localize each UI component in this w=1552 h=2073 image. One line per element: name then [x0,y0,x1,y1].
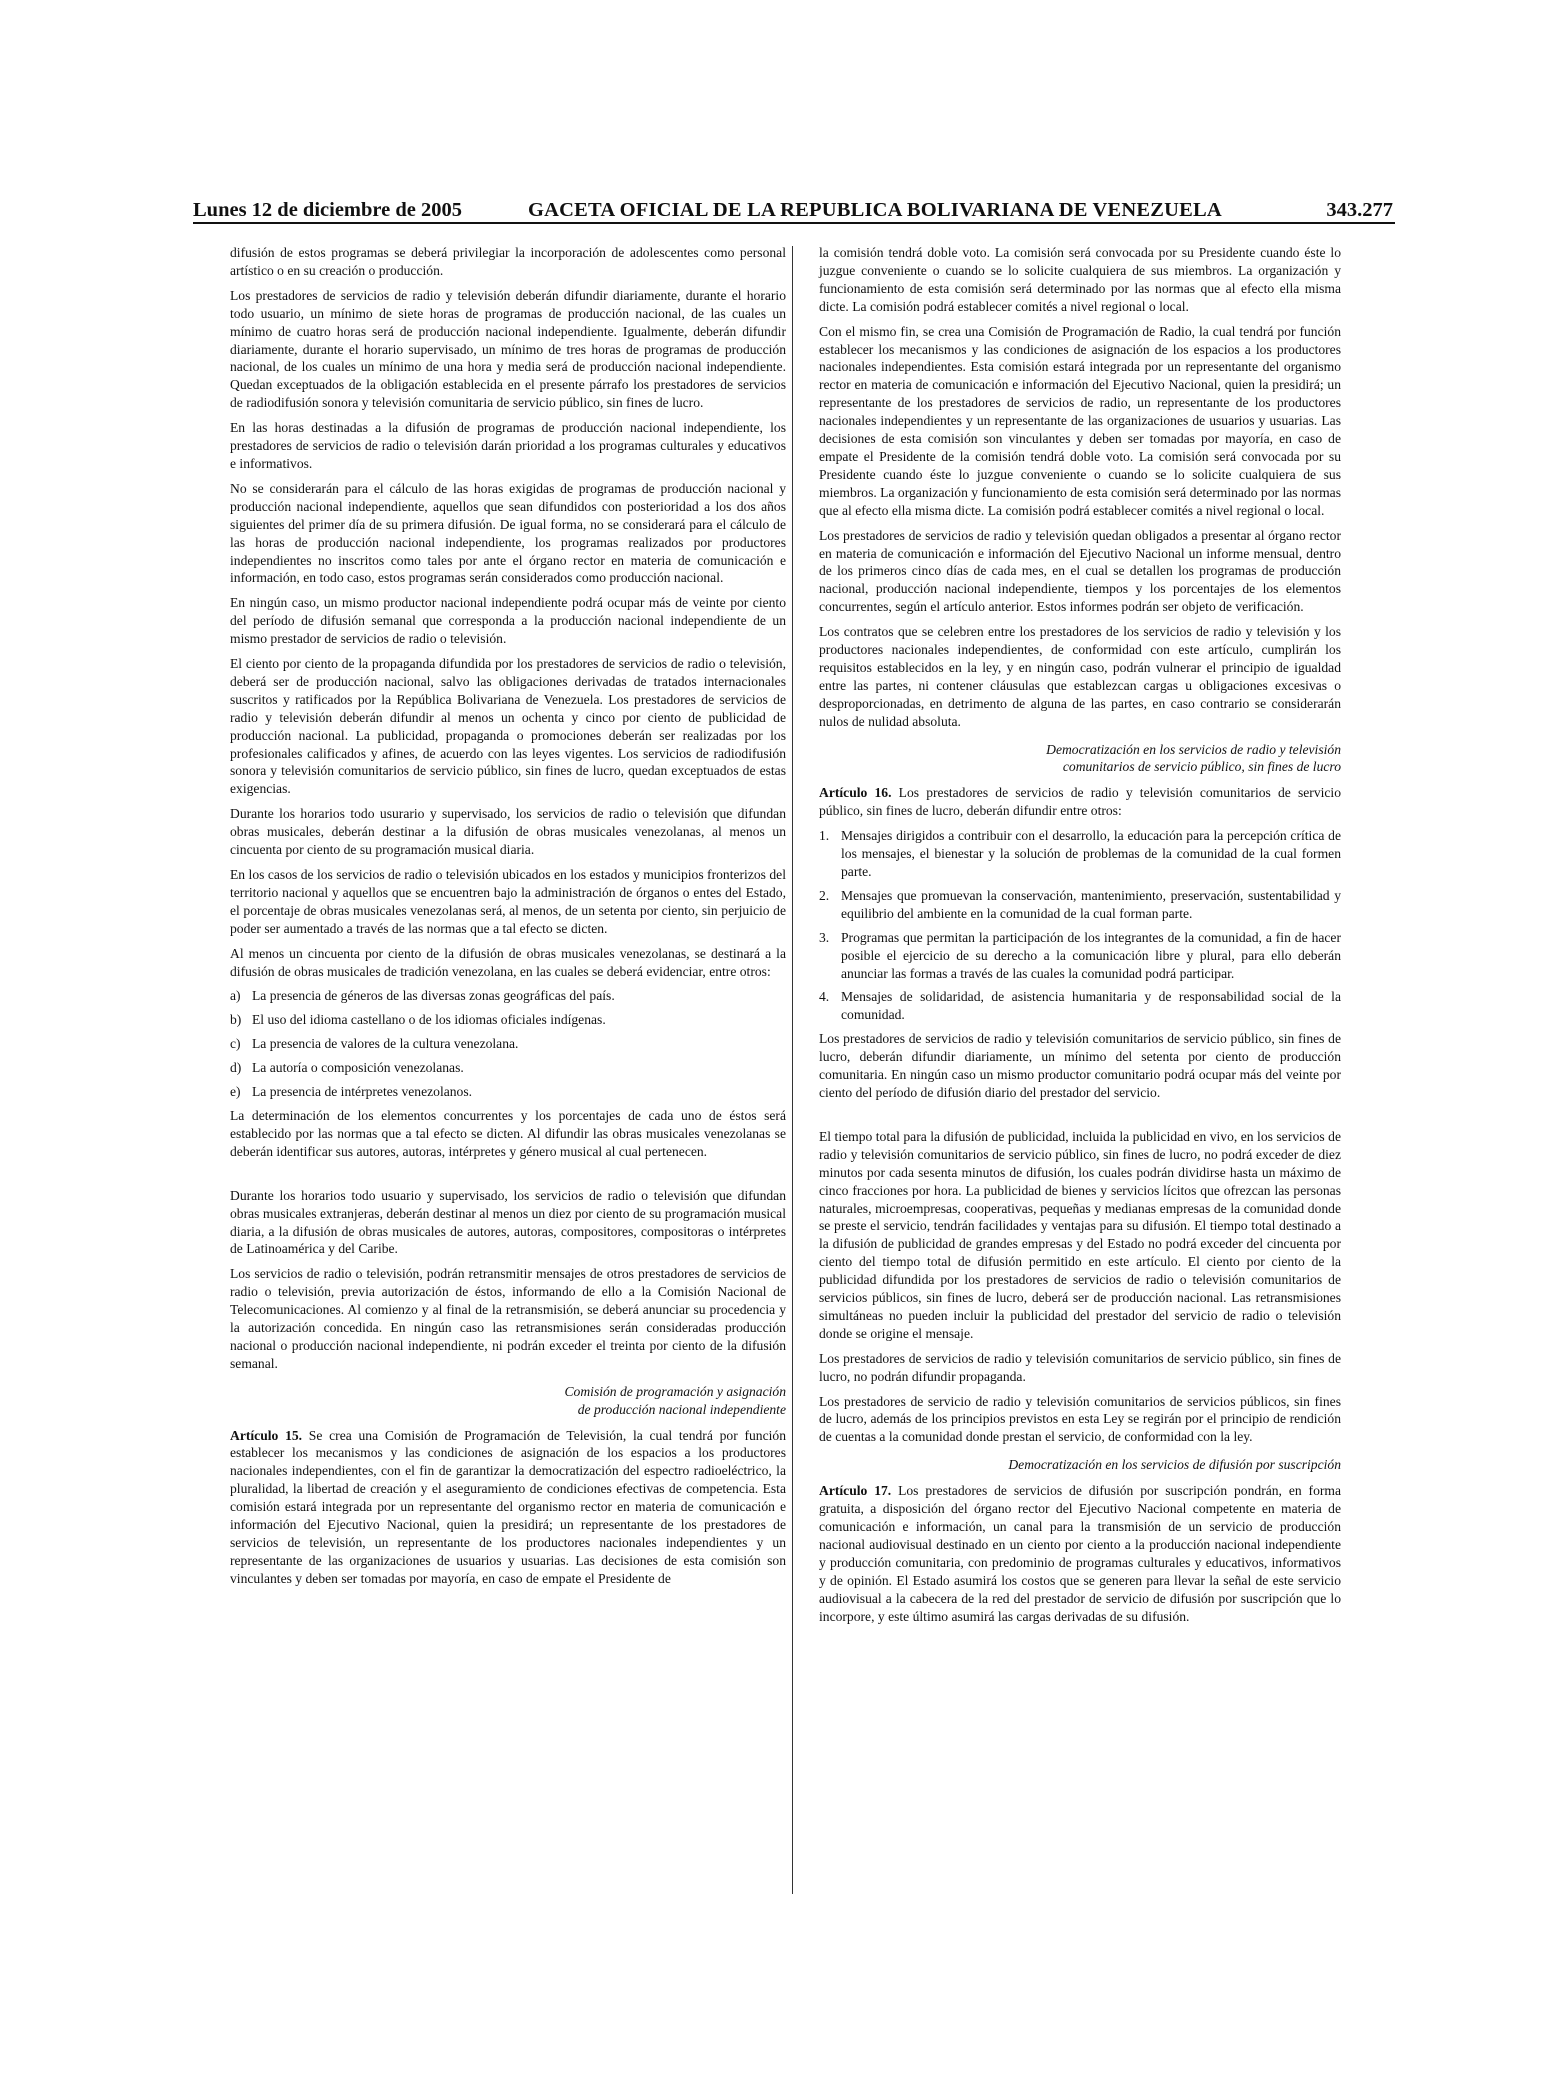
list-marker: c) [230,1036,241,1052]
right-column [819,244,1341,1632]
list-item [819,887,1341,923]
list-item [230,987,786,1005]
paragraph: El ciento por ciento de la propaganda difundida por los prestadores de servicios de radio o televisión, deberá ser de producción nacional, salvo las obligaciones derivadas de tratados internacionales suscritos y ratificados por la República Bolivariana de Venezuela. Los prestadores de servicios de radio y televisión deberán difundir al menos un ochenta y cinco por ciento de publicidad de producción nacional. La publicidad, propaganda o promociones deberán ser realizadas por los profesionales calificados y afines, de acuerdo con las leyes vigentes. Los servicios de radiodifusión sonora y televisión comunitarios de servicio público, sin fines de lucro, quedan exceptuados de estas exigencias. [230,656,786,797]
list-item [230,1059,786,1077]
list-marker: 4. [819,989,830,1005]
paragraph: difusión de estos programas se deberá privilegiar la incorporación de adolescentes como personal artístico o en su creación o producción. [230,245,786,278]
paragraph: En las horas destinadas a la difusión de programas de producción nacional independiente, los prestadores de servicios de radio o televisión darán prioridad a los programas culturales y educativos e informativos. [230,420,786,471]
article-text: Se crea una Comisión de Programación de Televisión, la cual tendrá por función establecer los mecanismos y las condiciones de asignación de los espacios a los productores nacionales independientes, con el fin de garantizar la democratización del espectro radioeléctrico, la pluralidad, la libertad de creación y el aseguramiento de condiciones efectivas de competencia. Esta comisión estará integrada por un representante del organismo rector en materia de comunicación e información del Ejecutivo Nacional, quien la presidirá; un representante de los prestadores de servicios de televisión, un representante de los productores nacionales independientes y un representante de las organizaciones de usuarios y usuarias. Las decisiones de esta comisión son vinculantes y deben ser tomadas por mayoría, en caso de empate el Presidente de [230,1427,786,1586]
paragraph: El tiempo total para la difusión de publicidad, incluida la publicidad en vivo, en los servicios de radio y televisión comunitarios de servicio público, sin fines de lucro, no podrá exceder de diez minutos por cada sesenta minutos de difusión, los cuales podrán dividirse hasta un máximo de cinco fracciones por hora. La publicidad de bienes y servicios lícitos que ofrezcan las personas naturales, microempresas, cooperativas, pequeñas y medianas empresas de la comunidad donde se preste el servicio, tendrán facilidades y ventajas para su difusión. El tiempo total destinado a la difusión de publicidad de grandes empresas y del Estado no podrá exceder del cincuenta por ciento del tiempo total de difusión permitido en este artículo. El ciento por ciento de la publicidad difundida por los prestadores de servicios de radio o televisión comunitarios de servicios públicos, sin fines de lucro, deberá ser de producción nacional. Las retransmisiones simultáneas no pueden incluir la publicidad del prestador del servicio de radio o televisión donde se origine el mensaje. [819,1128,1341,1341]
list-marker: b) [230,1012,242,1028]
list-item-text: La presencia de intérpretes venezolanos. [252,1084,473,1100]
article-label: Artículo 16. [819,785,892,801]
paragraph: No se considerarán para el cálculo de las horas exigidas de programas de producción nacional y producción nacional independiente, aquellos que sean difundidos con posterioridad a los dos años siguientes del primer día de su primera difusión. De igual forma, no se considerará para el cálculo de las horas de producción nacional independiente, los programas realizados por productores independientes no inscritos como tales por ante el órgano rector en materia de comunicación e información, en todo caso, estos programas serán considerados como producción nacional. [230,480,786,586]
paragraph: En los casos de los servicios de radio o televisión ubicados en los estados y municipios fronterizos del territorio nacional y aquellos que se encuentren bajo la administración de órganos o entes del Estado, el porcentaje de obras musicales venezolanas será, al menos, de un setenta por ciento, sin perjuicio de poder ser aumentado a través de las normas que a tal efecto se dicten. [230,867,786,936]
paragraph: la comisión tendrá doble voto. La comisión será convocada por su Presidente cuando éste lo juzgue conveniente o cuando se lo solicite cualquiera de sus miembros. La organización y funcionamiento de esta comisión será determinado por las normas que al efecto ella misma dicte. La comisión podrá establecer comités a nivel regional o local. [819,245,1341,314]
list-marker: 2. [819,887,830,903]
paragraph: Durante los horarios todo usuario y supervisado, los servicios de radio o televisión que difundan obras musicales extranjeras, deberán destinar al menos un diez por ciento de su programación musical diaria, a la difusión de obras musicales de autores, autoras, compositores, compositoras o intérpretes de Latinoamérica y del Caribe. [230,1187,786,1257]
section-heading [819,741,1341,777]
article-paragraph [230,1427,786,1588]
article-paragraph [819,1482,1341,1625]
article-label: Artículo 15. [230,1427,303,1443]
list-item-text: Mensajes dirigidos a contribuir con el desarrollo, la educación para la percepción crítica de los mensajes, el bienestar y la solución de problemas de la comunidad de la cual formen parte. [841,828,1341,879]
numbered-list [819,827,1341,1024]
section-heading-line: Comisión de programación y asignación [564,1383,786,1399]
paragraph: Los prestadores de servicios de radio y televisión comunitarios de servicio público, sin fines de lucro, deberán difundir diariamente, un mínimo del setenta por ciento de producción comunitaria. En ningún caso un mismo productor comunitario podrá ocupar más del veinte por ciento del período de difusión diario del prestador del servicio. [819,1031,1341,1100]
section-heading-line: Democratización en los servicios de difusión por suscripción [1008,1457,1341,1473]
header-rule [193,222,1395,224]
list-marker: a) [230,988,241,1004]
section-heading-line: de producción nacional independiente [577,1401,786,1417]
article-label: Artículo 17. [819,1483,892,1499]
header-date: Lunes 12 de diciembre de 2005 [193,199,462,221]
paragraph: Con el mismo fin, se crea una Comisión de Programación de Radio, la cual tendrá por función establecer los mecanismos y las condiciones de asignación de los espacios a los productores nacionales independientes. Esta comisión estará integrada por un representante del organismo rector en materia de comunicación e información del Ejecutivo Nacional, quien la presidirá; un representante de los prestadores de servicios de radio, un representante de los productores nacionales independientes y un representante de las organizaciones de usuarios y usuarias. Las decisiones de esta comisión son vinculantes y deben ser tomadas por mayoría, en caso de empate el Presidente de la comisión tendrá doble voto. La comisión será convocada por su Presidente cuando éste lo juzgue conveniente o cuando se lo solicite cualquiera de sus miembros. La organización y funcionamiento de esta comisión será determinado por las normas que al efecto ella misma dicte. La comisión podrá establecer comités a nivel regional o local. [819,323,1341,518]
list-item-text: La presencia de valores de la cultura venezolana. [252,1036,519,1052]
paragraph: Los prestadores de servicios de radio y televisión quedan obligados a presentar al órgano rector en materia de comunicación e información del Ejecutivo Nacional un informe mensual, dentro de los primeros cinco días de cada mes, en el cual se detallen los programas de producción nacional, producción nacional independiente, tiempos y los porcentajes de los elementos concurrentes, según el artículo anterior. Estos informes podrán ser objeto de verificación. [819,527,1341,615]
paragraph: Los contratos que se celebren entre los prestadores de los servicios de radio y televisión y los productores nacionales independientes, de conformidad con este artículo, cumplirán los requisitos establecidos en la ley, y en ningún caso, podrán vulnerar el principio de igualdad entre las partes, ni contener cláusulas que establezcan cargas u obligaciones excesivas o desproporcionadas, en detrimento de alguna de las partes, en caso contrario se considerarán nulos de nulidad absoluta. [819,624,1341,729]
paragraph: Los prestadores de servicios de radio y televisión comunitarios de servicio público, sin fines de lucro, no podrán difundir propaganda. [819,1350,1341,1384]
list-item [819,988,1341,1024]
list-item-text: Mensajes que promuevan la conservación, mantenimiento, preservación, sustentabilidad y equilibrio del ambiente en la comunidad de la cual forman parte. [841,887,1341,921]
paragraph: Los prestadores de servicios de radio y televisión deberán difundir diariamente, durante el horario todo usuario, un mínimo de siete horas de programas de producción nacional, de las cuales un mínimo de cuatro horas será de producción nacional independiente. Igualmente, deberán difundir diariamente, durante el horario supervisado, un mínimo de tres horas de programas de producción nacional, de los cuales un mínimo de una hora y media será de producción nacional independiente. Quedan exceptuados de la obligación establecida en el presente párrafo los prestadores de servicios de radiodifusión sonora y televisión comunitaria de servicio público, sin fines de lucro. [230,287,786,411]
list-item [230,1035,786,1053]
section-heading-line: Democratización en los servicios de radio y televisión [1046,741,1341,757]
list-item [230,1011,786,1029]
paragraph: Los servicios de radio o televisión, podrán retransmitir mensajes de otros prestadores de servicios de radio o televisión, previa autorización de éstos, informando de ello a la Comisión Nacional de Telecomunicaciones. Al comienzo y al final de la retransmisión, se deberá anunciar su procedencia y la autorización concedida. En ningún caso las retransmisiones serán consideradas producción nacional o producción nacional independiente, ni podrán exceder el treinta por ciento de la difusión semanal. [230,1266,786,1371]
gazette-header [193,198,1393,224]
list-item-text: El uso del idioma castellano o de los idiomas oficiales indígenas. [252,1012,606,1028]
list-marker: 1. [819,828,830,844]
list-marker: d) [230,1060,242,1076]
article-text: Los prestadores de servicios de radio y televisión comunitarios de servicio público, sin fines de lucro, deberán difundir entre otros: [819,785,1341,819]
left-column [230,244,786,1595]
paragraph: Al menos un cincuenta por ciento de la difusión de obras musicales venezolanas, se destinará a la difusión de obras musicales de tradición venezolana, en las cuales se deberá evidenciar, entre otros: [230,945,786,979]
article-text: Los prestadores de servicios de difusión por suscripción pondrán, en forma gratuita, a disposición del órgano rector del Ejecutivo Nacional competente en materia de comunicación e información, un canal para la transmisión de un servicio de producción nacional audiovisual destinado en un ciento por ciento a la producción nacional independiente y producción comunitaria, con predominio de programas culturales y educativos, informativos y de opinión. El Estado asumirá los costos que se generen para llevar la señal de este servicio audiovisual a la cabecera de la red del prestador de servicio de difusión por suscripción que lo incorpore, y este último asumirá las cargas derivadas de su difusión. [819,1483,1341,1624]
paragraph: La determinación de los elementos concurrentes y los porcentajes de cada uno de éstos será establecido por las normas que a tal efecto se dicten. Al difundir las obras musicales venezolanas se deberán identificar sus autores, autoras, intérpretes y género musical al cual pertenecen. [230,1107,786,1159]
paragraph: Durante los horarios todo usurario y supervisado, los servicios de radio o televisión que difundan obras musicales, deberán destinar a la difusión de obras musicales venezolanas, al menos un cincuenta por ciento de su programación musical diaria. [230,806,786,858]
paragraph: Los prestadores de servicio de radio y televisión comunitarios de servicios públicos, sin fines de lucro, además de los principios previstos en esta Ley se regirán por el principio de rendición de cuentas a la comunidad donde prestan el servicio, de conformidad con la ley. [819,1393,1341,1445]
section-heading-line: comunitarios de servicio público, sin fines de lucro [1062,759,1341,775]
list-item-text: Programas que permitan la participación de los integrantes de la comunidad, a fin de hacer posible el ejercicio de su derecho a la comunicación libre y plural, para ello deberán anunciar las formas a través de las cuales la comunidad podrá participar. [841,929,1341,981]
list-marker: e) [230,1084,241,1100]
lettered-list [230,987,786,1101]
paragraph: En ningún caso, un mismo productor nacional independiente podrá ocupar más de veinte por ciento del período de difusión semanal que corresponda a la producción nacional independiente de un mismo prestador de servicios de radio o televisión. [230,595,786,647]
list-item [819,929,1341,983]
list-item [819,827,1341,881]
list-item [230,1083,786,1101]
header-title: GACETA OFICIAL DE LA REPUBLICA BOLIVARIANA DE VENEZUELA [528,199,1222,221]
article-paragraph [819,784,1341,820]
section-heading [819,1456,1341,1474]
section-heading [230,1383,786,1419]
list-item-text: La autoría o composición venezolanas. [252,1060,464,1076]
list-item-text: Mensajes de solidaridad, de asistencia humanitaria y de responsabilidad social de la comunidad. [841,989,1341,1023]
header-page-number: 343.277 [1326,199,1393,221]
list-marker: 3. [819,929,830,945]
column-separator [792,246,793,1894]
list-item-text: La presencia de géneros de las diversas zonas geográficas del país. [252,988,615,1004]
